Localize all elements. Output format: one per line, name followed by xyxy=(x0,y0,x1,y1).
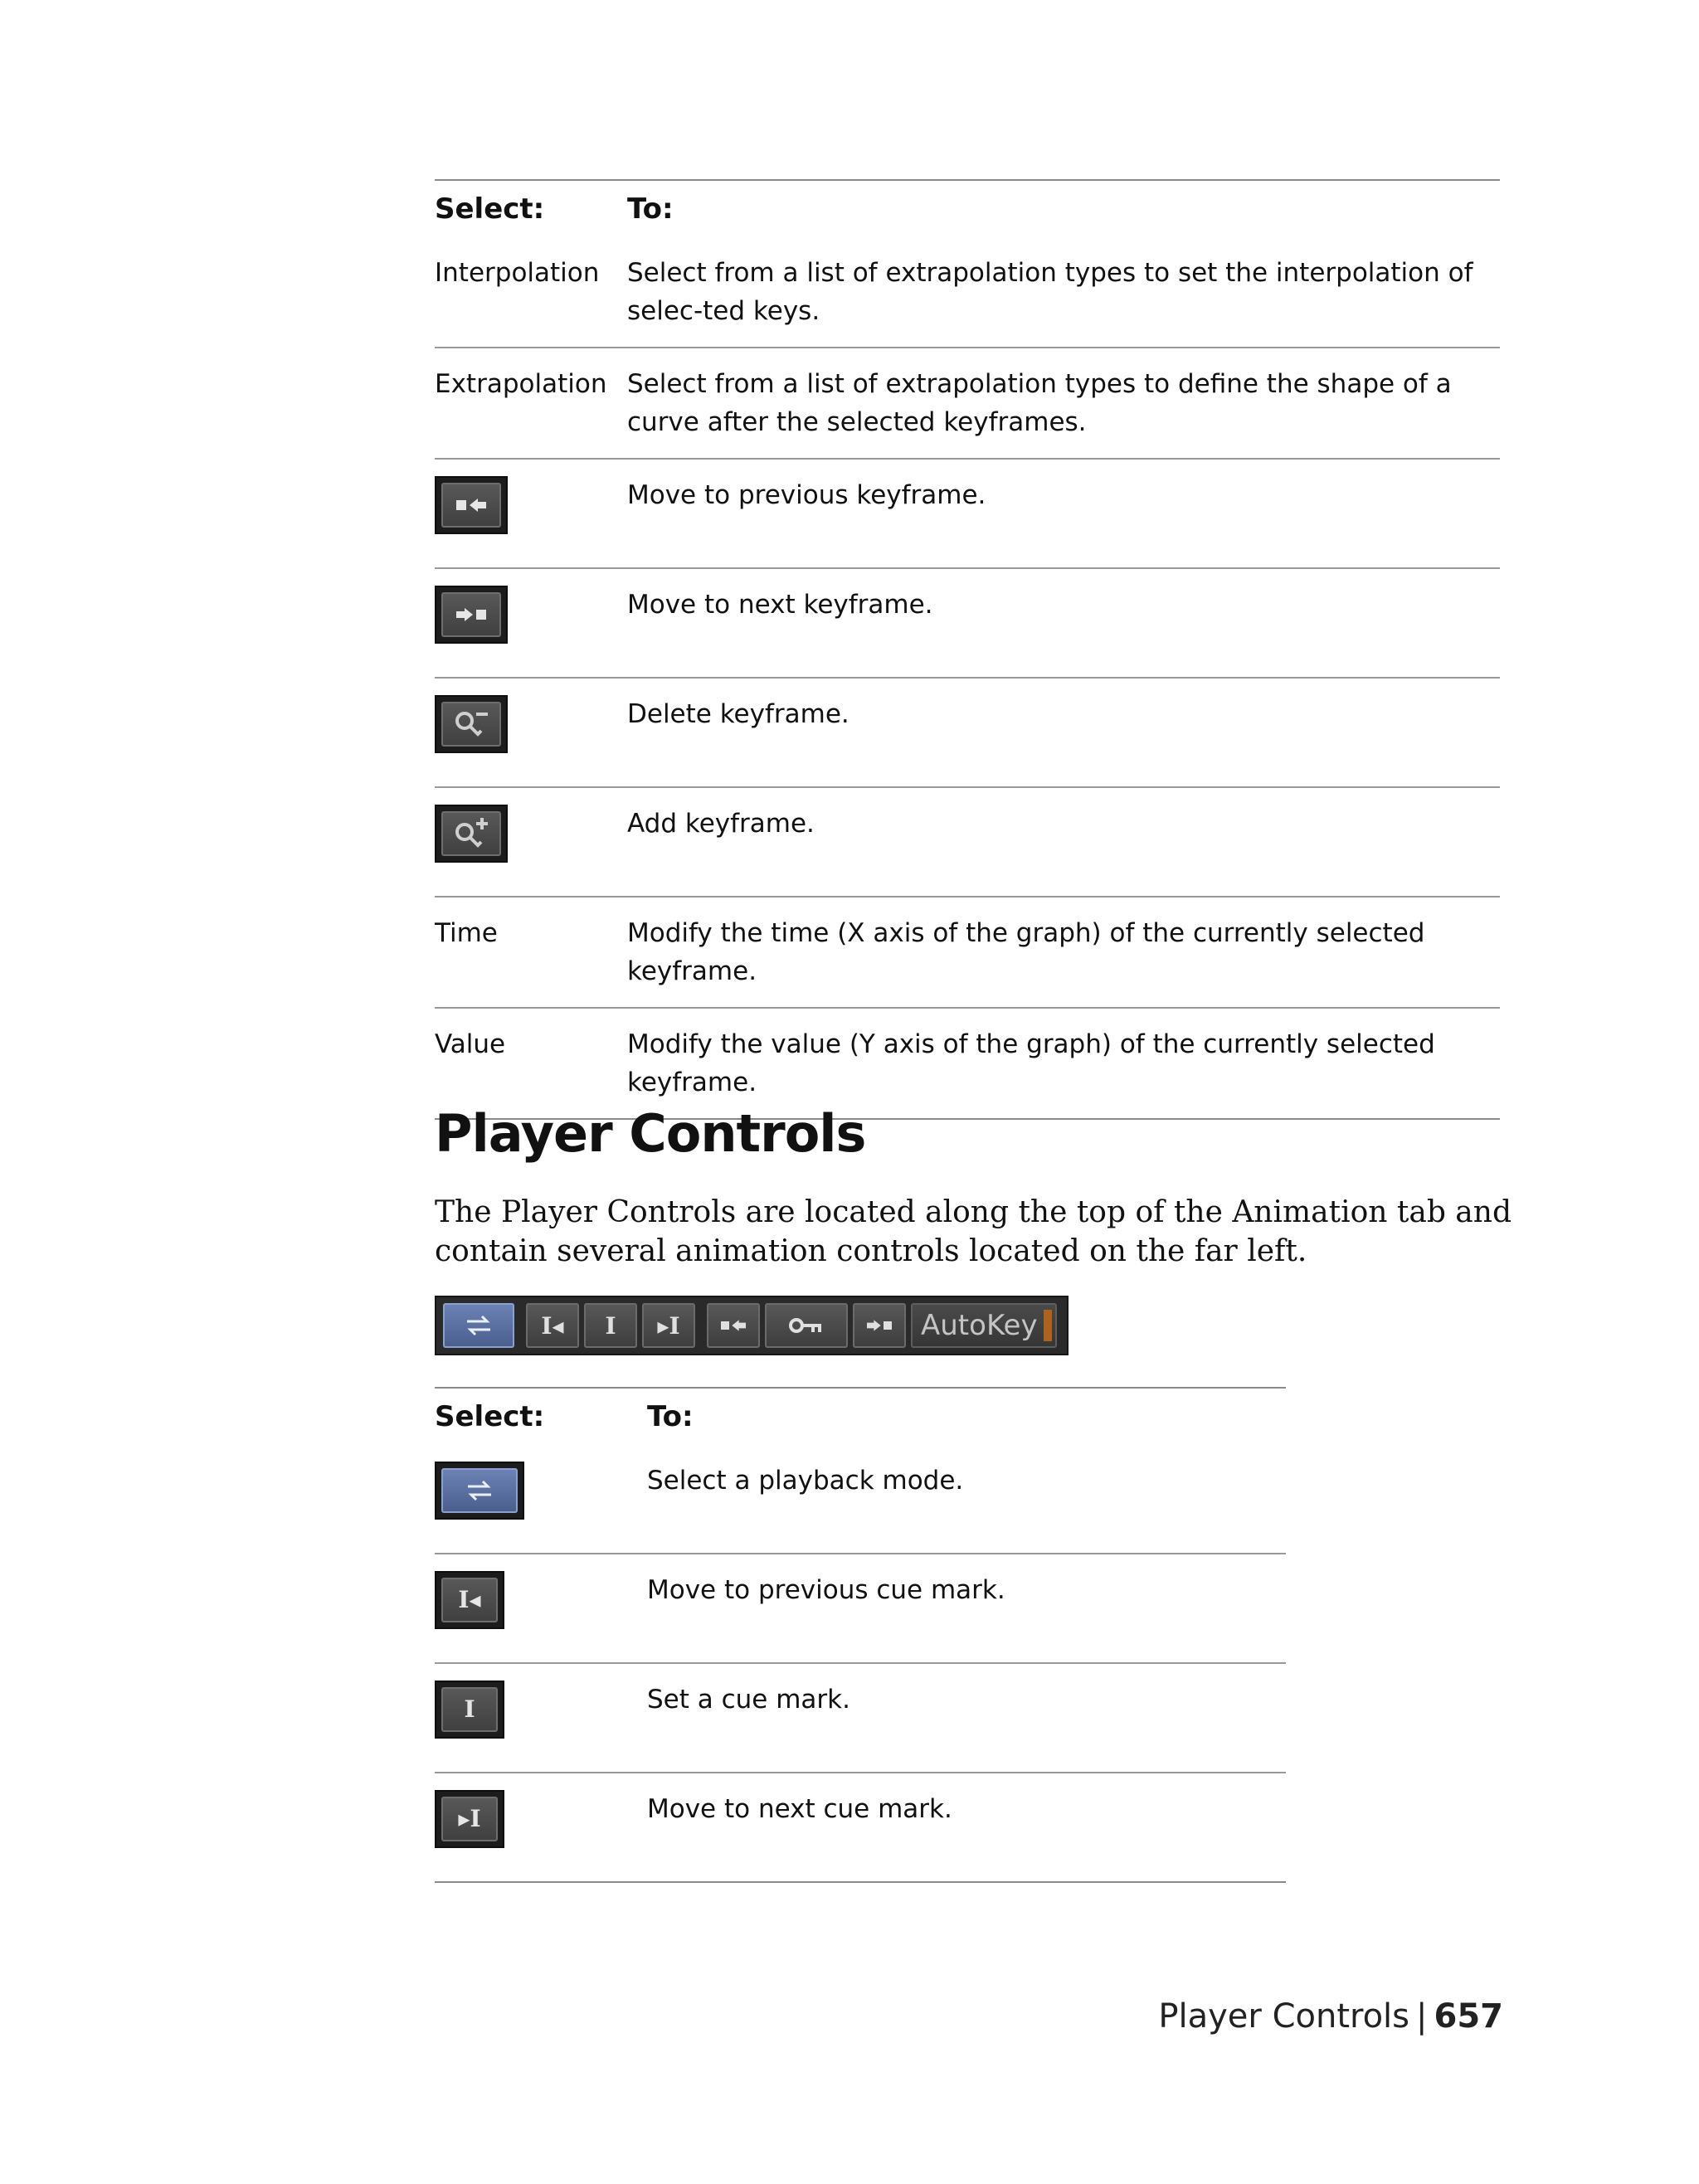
table-row xyxy=(435,1663,1286,1773)
next-keyframe-icon xyxy=(441,592,501,637)
delete-keyframe-icon xyxy=(441,702,501,747)
table-header-row xyxy=(435,1388,1286,1445)
next-keyframe-button xyxy=(853,1303,906,1348)
section-title: Player Controls xyxy=(435,1103,866,1164)
table-row xyxy=(435,897,1500,1008)
footer-separator: | xyxy=(1416,1997,1428,2036)
row-description: Move to previous cue mark. xyxy=(647,1575,1005,1605)
row-select-label: Interpolation xyxy=(435,258,600,288)
player-controls-table xyxy=(435,1387,1286,1883)
select-column-header: Select: xyxy=(435,192,545,226)
set-cue-mark-button xyxy=(584,1303,637,1348)
delete-keyframe-button xyxy=(435,695,508,753)
table-row xyxy=(435,237,1500,348)
autokey-button xyxy=(911,1303,1057,1348)
next-cue-mark-button xyxy=(642,1303,695,1348)
add-keyframe-button xyxy=(435,805,508,863)
row-description: Add keyframe. xyxy=(627,809,815,839)
next-keyframe-icon xyxy=(863,1316,896,1335)
set-cue-mark-icon: I xyxy=(605,1311,616,1340)
playback-mode-icon xyxy=(441,1468,518,1513)
row-description: Modify the value (Y axis of the graph) of the currently selected keyframe. xyxy=(627,1029,1435,1097)
row-description: Select from a list of extrapolation types to define the shape of a curve after the selected keyframes. xyxy=(627,369,1452,437)
table-row xyxy=(435,787,1500,897)
row-description: Move to next keyframe. xyxy=(627,590,933,620)
previous-cue-mark-icon: I◂ xyxy=(441,1578,498,1622)
player-controls-toolbar xyxy=(435,1296,1069,1355)
previous-cue-mark-button xyxy=(526,1303,579,1348)
select-column-header: Select: xyxy=(435,1400,545,1433)
table-row xyxy=(435,678,1500,787)
row-description: Select from a list of extrapolation types to set the interpolation of selec-ted keys. xyxy=(627,258,1473,326)
previous-keyframe-button xyxy=(435,476,508,534)
table-row xyxy=(435,568,1500,678)
row-description: Move to previous keyframe. xyxy=(627,480,986,510)
row-description: Select a playback mode. xyxy=(647,1466,964,1496)
table-row xyxy=(435,1773,1286,1882)
autokey-indicator xyxy=(1044,1310,1052,1341)
previous-cue-mark-button xyxy=(435,1571,504,1629)
key-icon xyxy=(786,1314,826,1337)
next-cue-mark-icon: ▸I xyxy=(441,1797,498,1841)
previous-keyframe-button xyxy=(707,1303,760,1348)
row-description: Set a cue mark. xyxy=(647,1685,850,1715)
table-row xyxy=(435,1445,1286,1554)
footer-section-title: Player Controls xyxy=(1158,1997,1410,2036)
section-intro: The Player Controls are located along the top of the Animation tab and contain several animation controls located on the far left. xyxy=(435,1195,1512,1268)
to-column-header: To: xyxy=(647,1400,694,1433)
table-header-row xyxy=(435,180,1500,237)
row-select-label: Value xyxy=(435,1029,506,1059)
row-select-label: Extrapolation xyxy=(435,369,607,399)
previous-keyframe-icon xyxy=(441,483,501,528)
page-footer xyxy=(1158,1997,1503,2036)
add-keyframe-icon xyxy=(441,811,501,856)
row-select-label: Time xyxy=(435,918,498,948)
next-cue-mark-button xyxy=(435,1790,504,1848)
autokey-label: AutoKey xyxy=(921,1309,1038,1342)
table-row xyxy=(435,348,1500,459)
row-description: Move to next cue mark. xyxy=(647,1794,952,1824)
row-description: Modify the time (X axis of the graph) of the currently selected keyframe. xyxy=(627,918,1425,986)
previous-cue-mark-icon: I◂ xyxy=(541,1311,564,1340)
keyframe-controls-table xyxy=(435,179,1500,1120)
playback-mode-icon xyxy=(460,1311,497,1340)
page-number: 657 xyxy=(1434,1997,1503,2036)
playback-mode-button xyxy=(435,1462,524,1520)
row-description: Delete keyframe. xyxy=(627,699,850,729)
next-cue-mark-icon: ▸I xyxy=(657,1311,680,1340)
to-column-header: To: xyxy=(627,192,674,226)
next-keyframe-button xyxy=(435,586,508,644)
set-cue-mark-button xyxy=(435,1681,504,1739)
playback-mode-button xyxy=(443,1303,514,1348)
table-row xyxy=(435,459,1500,568)
key-button xyxy=(765,1303,848,1348)
table-row xyxy=(435,1554,1286,1663)
table-row xyxy=(435,1008,1500,1119)
set-cue-mark-icon: I xyxy=(441,1687,498,1732)
previous-keyframe-icon xyxy=(717,1316,750,1335)
